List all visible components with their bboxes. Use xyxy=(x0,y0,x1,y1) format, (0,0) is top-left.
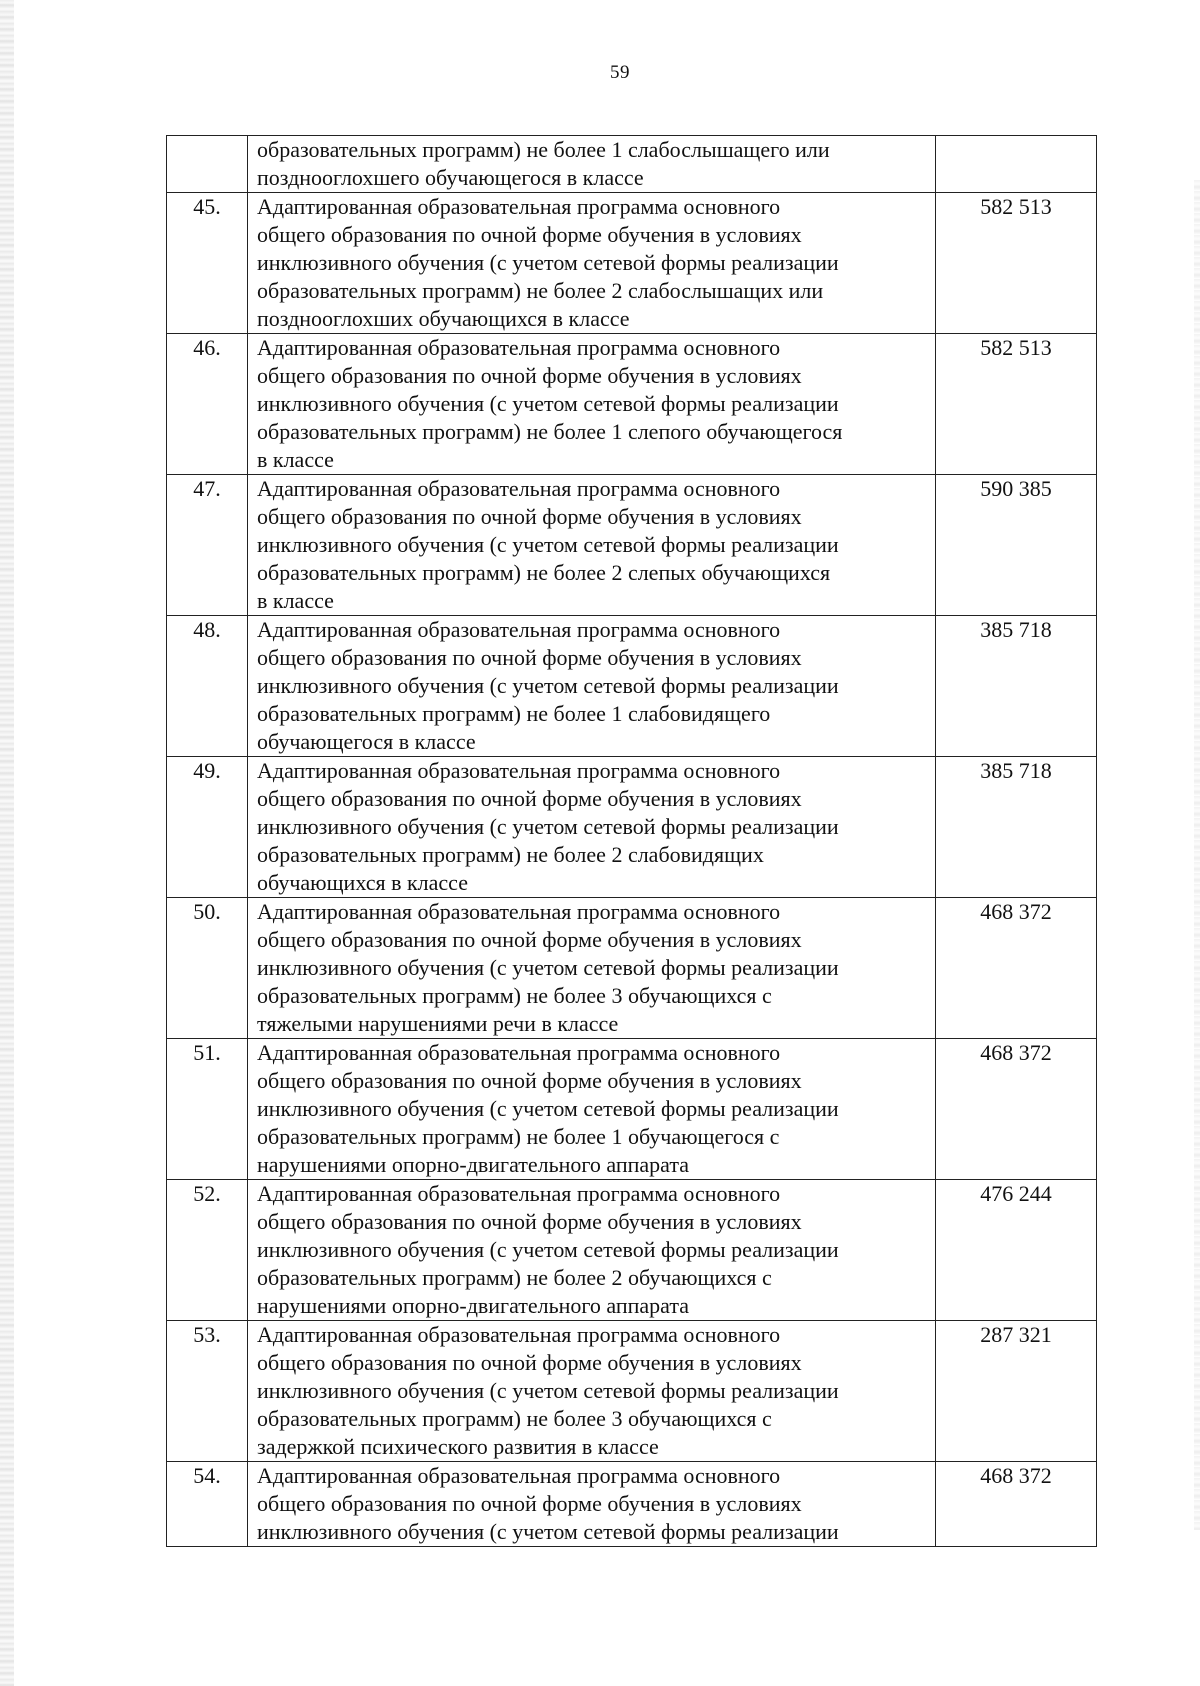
page-number: 59 xyxy=(610,62,630,83)
description-line: позднооглохшего обучающегося в классе xyxy=(257,165,644,190)
description-line: обучающегося в классе xyxy=(257,729,476,754)
cost-value: 590 385 xyxy=(936,475,1097,616)
program-description xyxy=(248,1039,936,1180)
scan-edge-right xyxy=(1194,180,1200,1530)
description-line: образовательных программ) не более 3 обучающихся с xyxy=(257,1406,772,1431)
description-line: инклюзивного обучения (с учетом сетевой формы реализации xyxy=(257,391,839,416)
description-line: общего образования по очной форме обучения в условиях xyxy=(257,222,802,247)
row-number: 52. xyxy=(167,1180,248,1321)
program-description xyxy=(248,136,936,193)
table-row xyxy=(167,136,1097,193)
program-description xyxy=(248,757,936,898)
description-line: инклюзивного обучения (с учетом сетевой формы реализации xyxy=(257,955,839,980)
description-line: общего образования по очной форме обучения в условиях xyxy=(257,363,802,388)
description-line: общего образования по очной форме обучения в условиях xyxy=(257,1068,802,1093)
description-line: задержкой психического развития в классе xyxy=(257,1434,659,1459)
description-line: общего образования по очной форме обучения в условиях xyxy=(257,1491,802,1516)
table-row xyxy=(167,1039,1097,1180)
row-number: 54. xyxy=(167,1462,248,1547)
description-line: Адаптированная образовательная программа основного xyxy=(257,617,781,642)
table-row xyxy=(167,1180,1097,1321)
table-row xyxy=(167,616,1097,757)
program-description xyxy=(248,1180,936,1321)
cost-value: 385 718 xyxy=(936,757,1097,898)
description-line: инклюзивного обучения (с учетом сетевой формы реализации xyxy=(257,1096,839,1121)
table-body xyxy=(167,136,1097,1547)
description-line: нарушениями опорно-двигательного аппарата xyxy=(257,1152,690,1177)
table-row xyxy=(167,475,1097,616)
cost-value: 287 321 xyxy=(936,1321,1097,1462)
row-number xyxy=(167,136,248,193)
description-line: инклюзивного обучения (с учетом сетевой формы реализации xyxy=(257,1519,839,1544)
table-row xyxy=(167,1462,1097,1547)
description-line: общего образования по очной форме обучения в условиях xyxy=(257,645,802,670)
description-line: общего образования по очной форме обучения в условиях xyxy=(257,786,802,811)
table-row xyxy=(167,193,1097,334)
description-line: инклюзивного обучения (с учетом сетевой формы реализации xyxy=(257,1237,839,1262)
program-description xyxy=(248,898,936,1039)
row-number: 46. xyxy=(167,334,248,475)
cost-value: 385 718 xyxy=(936,616,1097,757)
row-number: 49. xyxy=(167,757,248,898)
description-line: Адаптированная образовательная программа основного xyxy=(257,1322,781,1347)
description-line: в классе xyxy=(257,447,334,472)
description-line: общего образования по очной форме обучения в условиях xyxy=(257,504,802,529)
description-line: образовательных программ) не более 2 обучающихся с xyxy=(257,1265,772,1290)
cost-value: 468 372 xyxy=(936,1462,1097,1547)
row-number: 47. xyxy=(167,475,248,616)
description-line: Адаптированная образовательная программа основного xyxy=(257,476,781,501)
program-description xyxy=(248,193,936,334)
description-line: образовательных программ) не более 3 обучающихся с xyxy=(257,983,772,1008)
description-line: общего образования по очной форме обучения в условиях xyxy=(257,1350,802,1375)
description-line: Адаптированная образовательная программа основного xyxy=(257,194,781,219)
description-line: обучающихся в классе xyxy=(257,870,468,895)
description-line: позднооглохших обучающихся в классе xyxy=(257,306,630,331)
program-description xyxy=(248,475,936,616)
description-line: образовательных программ) не более 1 обучающегося с xyxy=(257,1124,780,1149)
table-row xyxy=(167,334,1097,475)
row-number: 48. xyxy=(167,616,248,757)
description-line: Адаптированная образовательная программа основного xyxy=(257,758,781,783)
program-description xyxy=(248,1462,936,1547)
description-line: общего образования по очной форме обучения в условиях xyxy=(257,927,802,952)
description-line: образовательных программ) не более 1 слабовидящего xyxy=(257,701,771,726)
description-line: инклюзивного обучения (с учетом сетевой формы реализации xyxy=(257,1378,839,1403)
scan-edge-left xyxy=(0,0,14,1686)
description-line: Адаптированная образовательная программа основного xyxy=(257,1040,781,1065)
program-description xyxy=(248,1321,936,1462)
description-line: тяжелыми нарушениями речи в классе xyxy=(257,1011,619,1036)
program-description xyxy=(248,616,936,757)
description-line: образовательных программ) не более 2 слепых обучающихся xyxy=(257,560,831,585)
description-line: Адаптированная образовательная программа основного xyxy=(257,335,781,360)
description-line: Адаптированная образовательная программа основного xyxy=(257,1463,781,1488)
description-line: инклюзивного обучения (с учетом сетевой формы реализации xyxy=(257,532,839,557)
program-description xyxy=(248,334,936,475)
description-line: в классе xyxy=(257,588,334,613)
programs-table xyxy=(166,135,1097,1547)
cost-value: 468 372 xyxy=(936,898,1097,1039)
table-row xyxy=(167,898,1097,1039)
description-line: инклюзивного обучения (с учетом сетевой формы реализации xyxy=(257,673,839,698)
description-line: общего образования по очной форме обучения в условиях xyxy=(257,1209,802,1234)
cost-value xyxy=(936,136,1097,193)
description-line: нарушениями опорно-двигательного аппарата xyxy=(257,1293,690,1318)
description-line: инклюзивного обучения (с учетом сетевой формы реализации xyxy=(257,250,839,275)
description-line: Адаптированная образовательная программа основного xyxy=(257,1181,781,1206)
description-line: инклюзивного обучения (с учетом сетевой формы реализации xyxy=(257,814,839,839)
description-line: образовательных программ) не более 2 слабовидящих xyxy=(257,842,764,867)
row-number: 50. xyxy=(167,898,248,1039)
row-number: 51. xyxy=(167,1039,248,1180)
cost-value: 468 372 xyxy=(936,1039,1097,1180)
cost-value: 476 244 xyxy=(936,1180,1097,1321)
table-row xyxy=(167,757,1097,898)
cost-value: 582 513 xyxy=(936,193,1097,334)
description-line: Адаптированная образовательная программа основного xyxy=(257,899,781,924)
description-line: образовательных программ) не более 2 слабослышащих или xyxy=(257,278,824,303)
table-row xyxy=(167,1321,1097,1462)
cost-value: 582 513 xyxy=(936,334,1097,475)
description-line: образовательных программ) не более 1 слепого обучающегося xyxy=(257,419,843,444)
row-number: 45. xyxy=(167,193,248,334)
row-number: 53. xyxy=(167,1321,248,1462)
description-line: образовательных программ) не более 1 слабослышащего или xyxy=(257,137,830,162)
